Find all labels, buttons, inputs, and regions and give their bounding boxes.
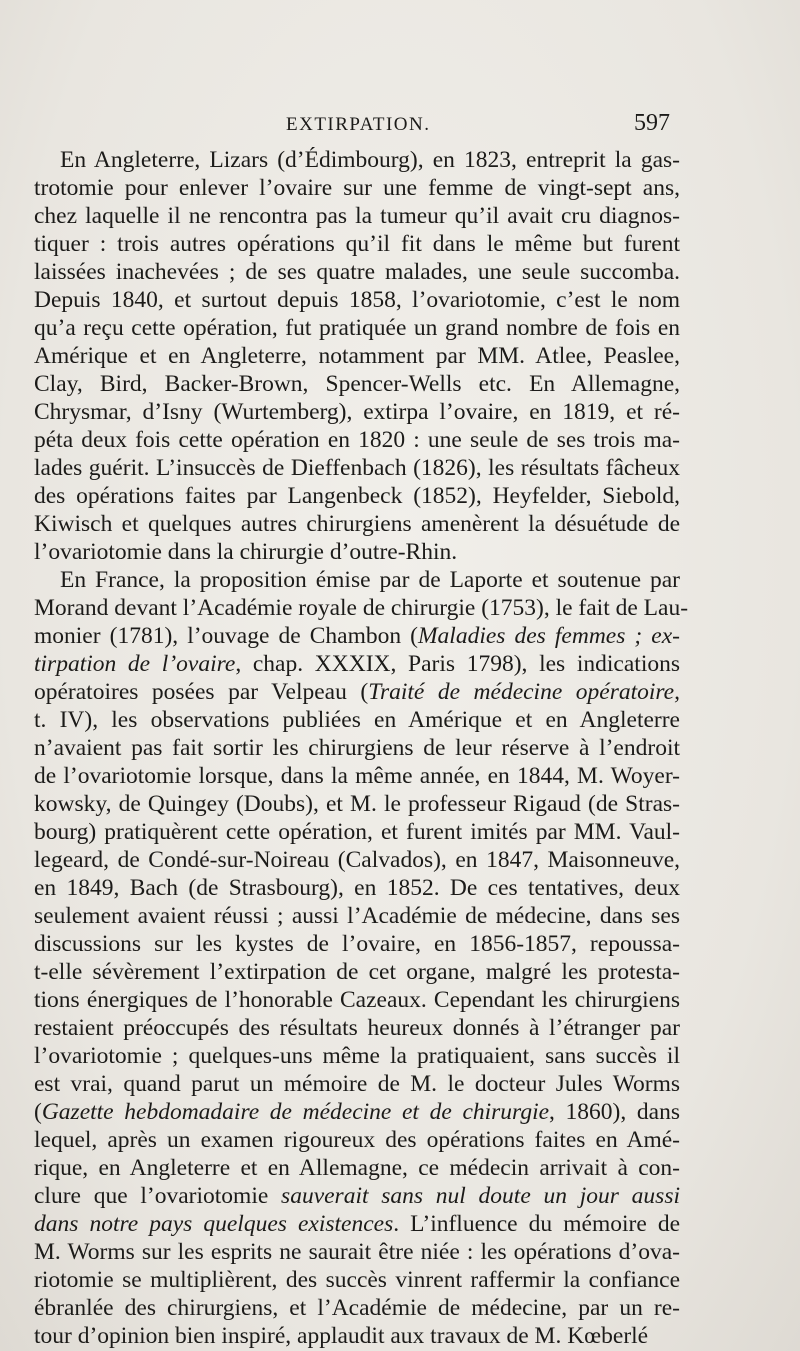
text-span: des opérations faites par Langenbeck (1852), Heyfelder, Siebold, (34, 483, 680, 509)
text-span: seulement avaient réussi ; aussi l’Académie de médecine, dans ses (34, 903, 680, 929)
text-line (34, 1126, 680, 1154)
italic-title: Maladies des femmes ; ex- (417, 623, 680, 649)
page-number: 597 (634, 110, 670, 136)
text-span: , 1860), dans (549, 1099, 680, 1125)
text-line (34, 146, 680, 174)
text-line (34, 202, 680, 230)
text-line (34, 1182, 680, 1210)
text-span: trotomie pour enlever l’ovaire sur une femme de vingt-sept ans, (34, 175, 680, 201)
text-line (34, 174, 680, 202)
italic-title: Traité de médecine opératoire, (368, 679, 680, 705)
text-span: ébranlée des chirurgiens, et l’Académie de médecine, par un re- (34, 1295, 680, 1321)
text-line (34, 1042, 680, 1070)
text-span: lequel, après un examen rigoureux des opérations faites en Amé- (34, 1127, 680, 1153)
text-span: lades guérit. L’insuccès de Dieffenbach (1826), les résultats fâcheux (34, 455, 680, 481)
text-line (34, 370, 680, 398)
text-line (34, 986, 680, 1014)
text-span: Clay, Bird, Backer-Brown, Spencer-Wells etc. En Allemagne, (34, 371, 680, 397)
text-line (34, 1014, 680, 1042)
text-span: tour d’opinion bien inspiré, applaudit aux travaux de M. Kœberlé (34, 1323, 649, 1349)
text-span: t. IV), les observations publiées en Amérique et en Angleterre (34, 707, 680, 733)
text-span: monier (1781), l’ouvage de Chambon ( (34, 623, 418, 649)
text-span: t-elle sévèrement l’extirpation de cet organe, malgré les protesta- (34, 959, 680, 985)
text-line (34, 538, 680, 566)
text-span: En Angleterre, Lizars (d’Édimbourg), en 1823, entreprit la gas- (60, 147, 680, 173)
text-span: tiquer : trois autres opérations qu’il fit dans le même but furent (34, 231, 680, 257)
text-line (34, 510, 680, 538)
text-line (34, 678, 680, 706)
italic-quote: dans notre pays quelques existences (34, 1211, 394, 1237)
text-line (34, 1098, 680, 1126)
text-span: kowsky, de Quingey (Doubs), et M. le professeur Rigaud (de Stras- (34, 791, 680, 817)
text-span: restaient préoccupés des résultats heureux donnés à l’étranger par (34, 1015, 680, 1041)
text-span: legeard, de Condé-sur-Noireau (Calvados), en 1847, Maisonneuve, (34, 847, 680, 873)
text-line (34, 706, 680, 734)
text-span: chez laquelle il ne rencontra pas la tumeur qu’il avait cru diagnos- (34, 203, 680, 229)
text-line (34, 1210, 680, 1238)
text-line (34, 1154, 680, 1182)
text-span: en 1849, Bach (de Strasbourg), en 1852. De ces tentatives, deux (34, 875, 680, 901)
text-line (34, 1070, 680, 1098)
text-line (34, 454, 680, 482)
text-line (34, 902, 680, 930)
text-line (34, 874, 680, 902)
text-span: Depuis 1840, et surtout depuis 1858, l’ovariotomie, c’est le nom (34, 287, 680, 313)
text-line (34, 258, 680, 286)
text-line (34, 958, 680, 986)
text-line (34, 650, 680, 678)
text-span: . L’influence du mémoire de (393, 1211, 680, 1237)
text-span: l’ovariotomie dans la chirurgie d’outre-Rhin. (34, 539, 458, 565)
text-line (34, 1322, 680, 1350)
text-line (34, 286, 680, 314)
text-span: rique, en Angleterre et en Allemagne, ce médecin arrivait à con- (34, 1155, 680, 1181)
text-line (34, 566, 680, 594)
text-span: l’ovariotomie ; quelques-uns même la pratiquaient, sans succès il (34, 1043, 680, 1069)
text-span: est vrai, quand parut un mémoire de M. le docteur Jules Worms (34, 1071, 680, 1097)
italic-title: tirpation de l’ovaire (34, 651, 236, 677)
text-span: qu’a reçu cette opération, fut pratiquée un grand nombre de fois en (34, 315, 680, 341)
text-span: de l’ovariotomie lorsque, dans la même année, en 1844, M. Woyer- (34, 763, 680, 789)
text-line (34, 930, 680, 958)
text-span: bourg) pratiquèrent cette opération, et furent imités par MM. Vaul- (34, 819, 680, 845)
italic-title: Gazette hebdomadaire de médecine et de chirurgie (41, 1099, 550, 1125)
italic-quote: sauverait sans nul doute un jour aussi (281, 1183, 680, 1209)
text-line (34, 398, 680, 426)
text-span: péta deux fois cette opération en 1820 : une seule de ses trois ma- (34, 427, 680, 453)
text-span: n’avaient pas fait sortir les chirurgiens de leur réserve à l’endroit (34, 735, 680, 761)
text-span: Amérique et en Angleterre, notamment par MM. Atlee, Peaslee, (34, 343, 680, 369)
text-line (34, 818, 680, 846)
text-line (34, 1266, 680, 1294)
text-span: , chap. XXXIX, Paris 1798), les indications (235, 651, 680, 677)
text-line (34, 1294, 680, 1322)
text-line (34, 790, 680, 818)
text-span: Morand devant l’Académie royale de chirurgie (1753), le fait de Lau- (34, 595, 689, 621)
text-line (34, 846, 680, 874)
text-line (34, 426, 680, 454)
text-line (34, 342, 680, 370)
text-line (34, 482, 680, 510)
text-line (34, 622, 680, 650)
text-span: tions énergiques de l’honorable Cazeaux. Cependant les chirurgiens (34, 987, 680, 1013)
text-span: M. Worms sur les esprits ne saurait être niée : les opérations d’ova- (34, 1239, 680, 1265)
text-span: Chrysmar, d’Isny (Wurtemberg), extirpa l’ovaire, en 1819, et ré- (34, 399, 680, 425)
text-line (34, 230, 680, 258)
text-line (34, 314, 680, 342)
page-header (0, 110, 800, 144)
text-line (34, 734, 680, 762)
text-span: laissées inachevées ; de ses quatre malades, une seule succomba. (34, 259, 680, 285)
text-line (34, 594, 689, 622)
text-span: discussions sur les kystes de l’ovaire, en 1856-1857, repoussa- (34, 931, 680, 957)
text-line (34, 1238, 680, 1266)
running-title: EXTIRPATION. (286, 114, 431, 135)
text-span: Kiwisch et quelques autres chirurgiens amenèrent la désuétude de (34, 511, 680, 537)
text-span: opératoires posées par Velpeau ( (34, 679, 369, 705)
text-span: En France, la proposition émise par de Laporte et soutenue par (60, 567, 680, 593)
text-span: ( (34, 1099, 42, 1125)
text-span: riotomie se multiplièrent, des succès vinrent raffermir la confiance (34, 1267, 680, 1293)
text-line (34, 762, 680, 790)
text-span: clure que l’ovariotomie (34, 1183, 282, 1209)
